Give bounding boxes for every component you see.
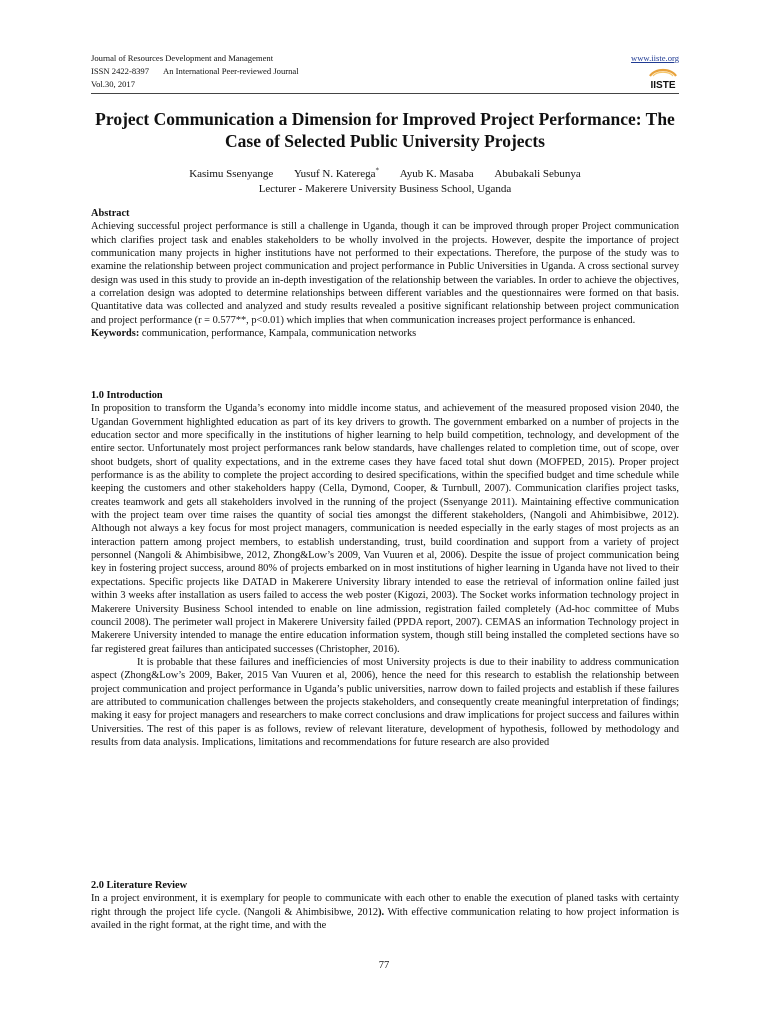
author-names: [91, 163, 679, 182]
literature-review-paragraph: [91, 892, 679, 932]
literature-review-section: [91, 879, 679, 932]
literature-text-bold: ).: [378, 906, 385, 918]
keywords-text: communication, performance, Kampala, communication networks: [141, 328, 417, 340]
abstract-heading: Abstract: [91, 208, 130, 219]
literature-review-heading: 2.0 Literature Review: [91, 880, 188, 891]
page-number: 77: [378, 960, 390, 971]
journal-url-link[interactable]: www.iiste.org: [631, 53, 679, 63]
journal-name: Journal of Resources Development and Management: [91, 53, 274, 63]
author-name-corresponding: [294, 168, 379, 180]
literature-text-start: In a project environment, it is exemplary for people to communicate with each other to enable the execution of planed tasks with certainty right through the project life cycle. (Nangoli & Ahimbisibwe, 2012: [91, 893, 679, 918]
keywords-label: Keywords:: [91, 328, 140, 340]
logo-text: IISTE: [650, 80, 676, 90]
introduction-heading: 1.0 Introduction: [91, 390, 163, 401]
paper-title: Project Communication a Dimension for Improved Project Performance: The Case of Selected Public University Projects: [95, 109, 675, 151]
author-name: Abubakali Sebunya: [494, 167, 581, 180]
introduction-section: [91, 389, 679, 749]
journal-info: [91, 52, 299, 91]
iiste-logo: [647, 66, 679, 90]
corresponding-mark: *: [375, 166, 380, 174]
author-affiliation: Lecturer - Makerere University Business School, Uganda: [258, 182, 512, 195]
introduction-paragraph-1: In proposition to transform the Uganda’s economy into middle income status, and achievement of the measured proposed vision 2040, the Ugandan Government highlighted education as part of its key drivers to growth. The government embarked on a number of projects in the education sector and more specifically in the institutions of higher learning to help build competition, technology, and development of the entire sector. Unfortunately most project performances rank below standards, have challenges related to completion time, out of scope, over shoot budgets, short of quality expectations, and in the extreme cases they have faced total shut down (MOFPED, 2015). Proper project performance is as the ability to complete the project according to desired specifications, within the specified budget and time schedule while keeping the customers and other stakeholders happy (Cella, Dymond, Cooper, & Turnbull, 2007). Communication clarifies project tasks, creates teamwork and gets all stakeholders involved in the running of the project (Ssenyange 2011). Maintaining effective communication with the project team over time raises the quantity of social ties amongst the different stakeholders, (Nangoli and Ahimbisibwe, 2012). Although not always a key focus for most project managers, communication is needed especially in the early stages of most projects as an interaction pattern among project members, to establish understanding, trust, build coordination and support from a variety of project personnel (Nangoli & Ahimbisibwe, 2012, Zhong&Low’s 2009, Van Vuuren et al, 2006). Despite the issue of project communication being key in fostering project success, around 80% of projects embarked on in most institutions of higher learning in Uganda have not lived to their expectations. Specific projects like DATAD in Makerere University library intended to ease the retrieval of information online failed just within 3 weeks after installation as users failed to access the web poster (Kigozi, 2003). The Socket works information technology project in Makerere University Business School intended to enable on line admission, registration failed completely (Ad-hoc committee of Mubs council 2008). The perimeter wall project in Makerere University failed (PPDA report, 2007). CEMAS an information Technology project in Makerere University intended to manage the entire education information system, though still being installed the completed sections have so far registered great failures than anticipated successes (Christopher, 2016).: [91, 403, 679, 655]
introduction-paragraph-2: It is probable that these failures and inefficiencies of most University projects is due to their inability to address communication aspect (Zhong&Low’s 2009, Baker, 2015 Van Vuuren et al, 2006), hence the need for this research to establish the relationship between project communication and project performance in Uganda’s public universities, narrow down to failed projects and establish if these failures are attributed to communication challenges between the projects stakeholders, and consequently create meaningful interpretation of findings; making it easy for project managers and researchers to make correct conclusions and draw implications for project success and failures within Universities. The rest of this paper is as follows, review of relevant literature, development of hypothesis, followed by methodology and results from data analysis. Implications, limitations and recommendations for future research are also provided: [91, 656, 679, 748]
issn-line: [91, 65, 299, 78]
author-name: Kasimu Ssenyange: [189, 167, 274, 180]
keywords-line: [91, 327, 679, 340]
volume: Vol.30, 2017: [91, 79, 136, 89]
literature-text-end: With effective communication relating to how project information is availed in the right format, at the right time, and with the: [91, 906, 679, 932]
abstract-section: [91, 207, 679, 340]
author-name: Yusuf N. Katerega: [293, 167, 376, 180]
abstract-text: Achieving successful project performance is still a challenge in Uganda, though it can be improved through proper Project communication which clarifies project task and enables stakeholders to be wholly involved in the projects. However, despite the importance of project communication many projects in higher institutions have not performed to their expectations. Therefore, the purpose of the study was to examine the relationship between project communication and project performance in Public Universities in Uganda. A cross sectional survey design was used in this study to provide an in-depth investigation of the relationship between the variables. In order to achieve the objectives, a correlation design was adopted to determine relationships between different variables and the questionnaires were formed on that basis. Quantitative data was collected and analyzed and study results revealed a positive significant relationship between project communication and project performance (r = 0.577**, p<0.01) which implies that when communication increases project performance is enhanced.: [91, 221, 679, 326]
journal-type: An International Peer-reviewed Journal: [163, 66, 299, 76]
author-block: [91, 163, 679, 197]
header-divider: [91, 93, 679, 94]
journal-header: [91, 52, 679, 92]
issn: ISSN 2422-8397: [91, 66, 150, 76]
author-name: Ayub K. Masaba: [399, 167, 474, 180]
